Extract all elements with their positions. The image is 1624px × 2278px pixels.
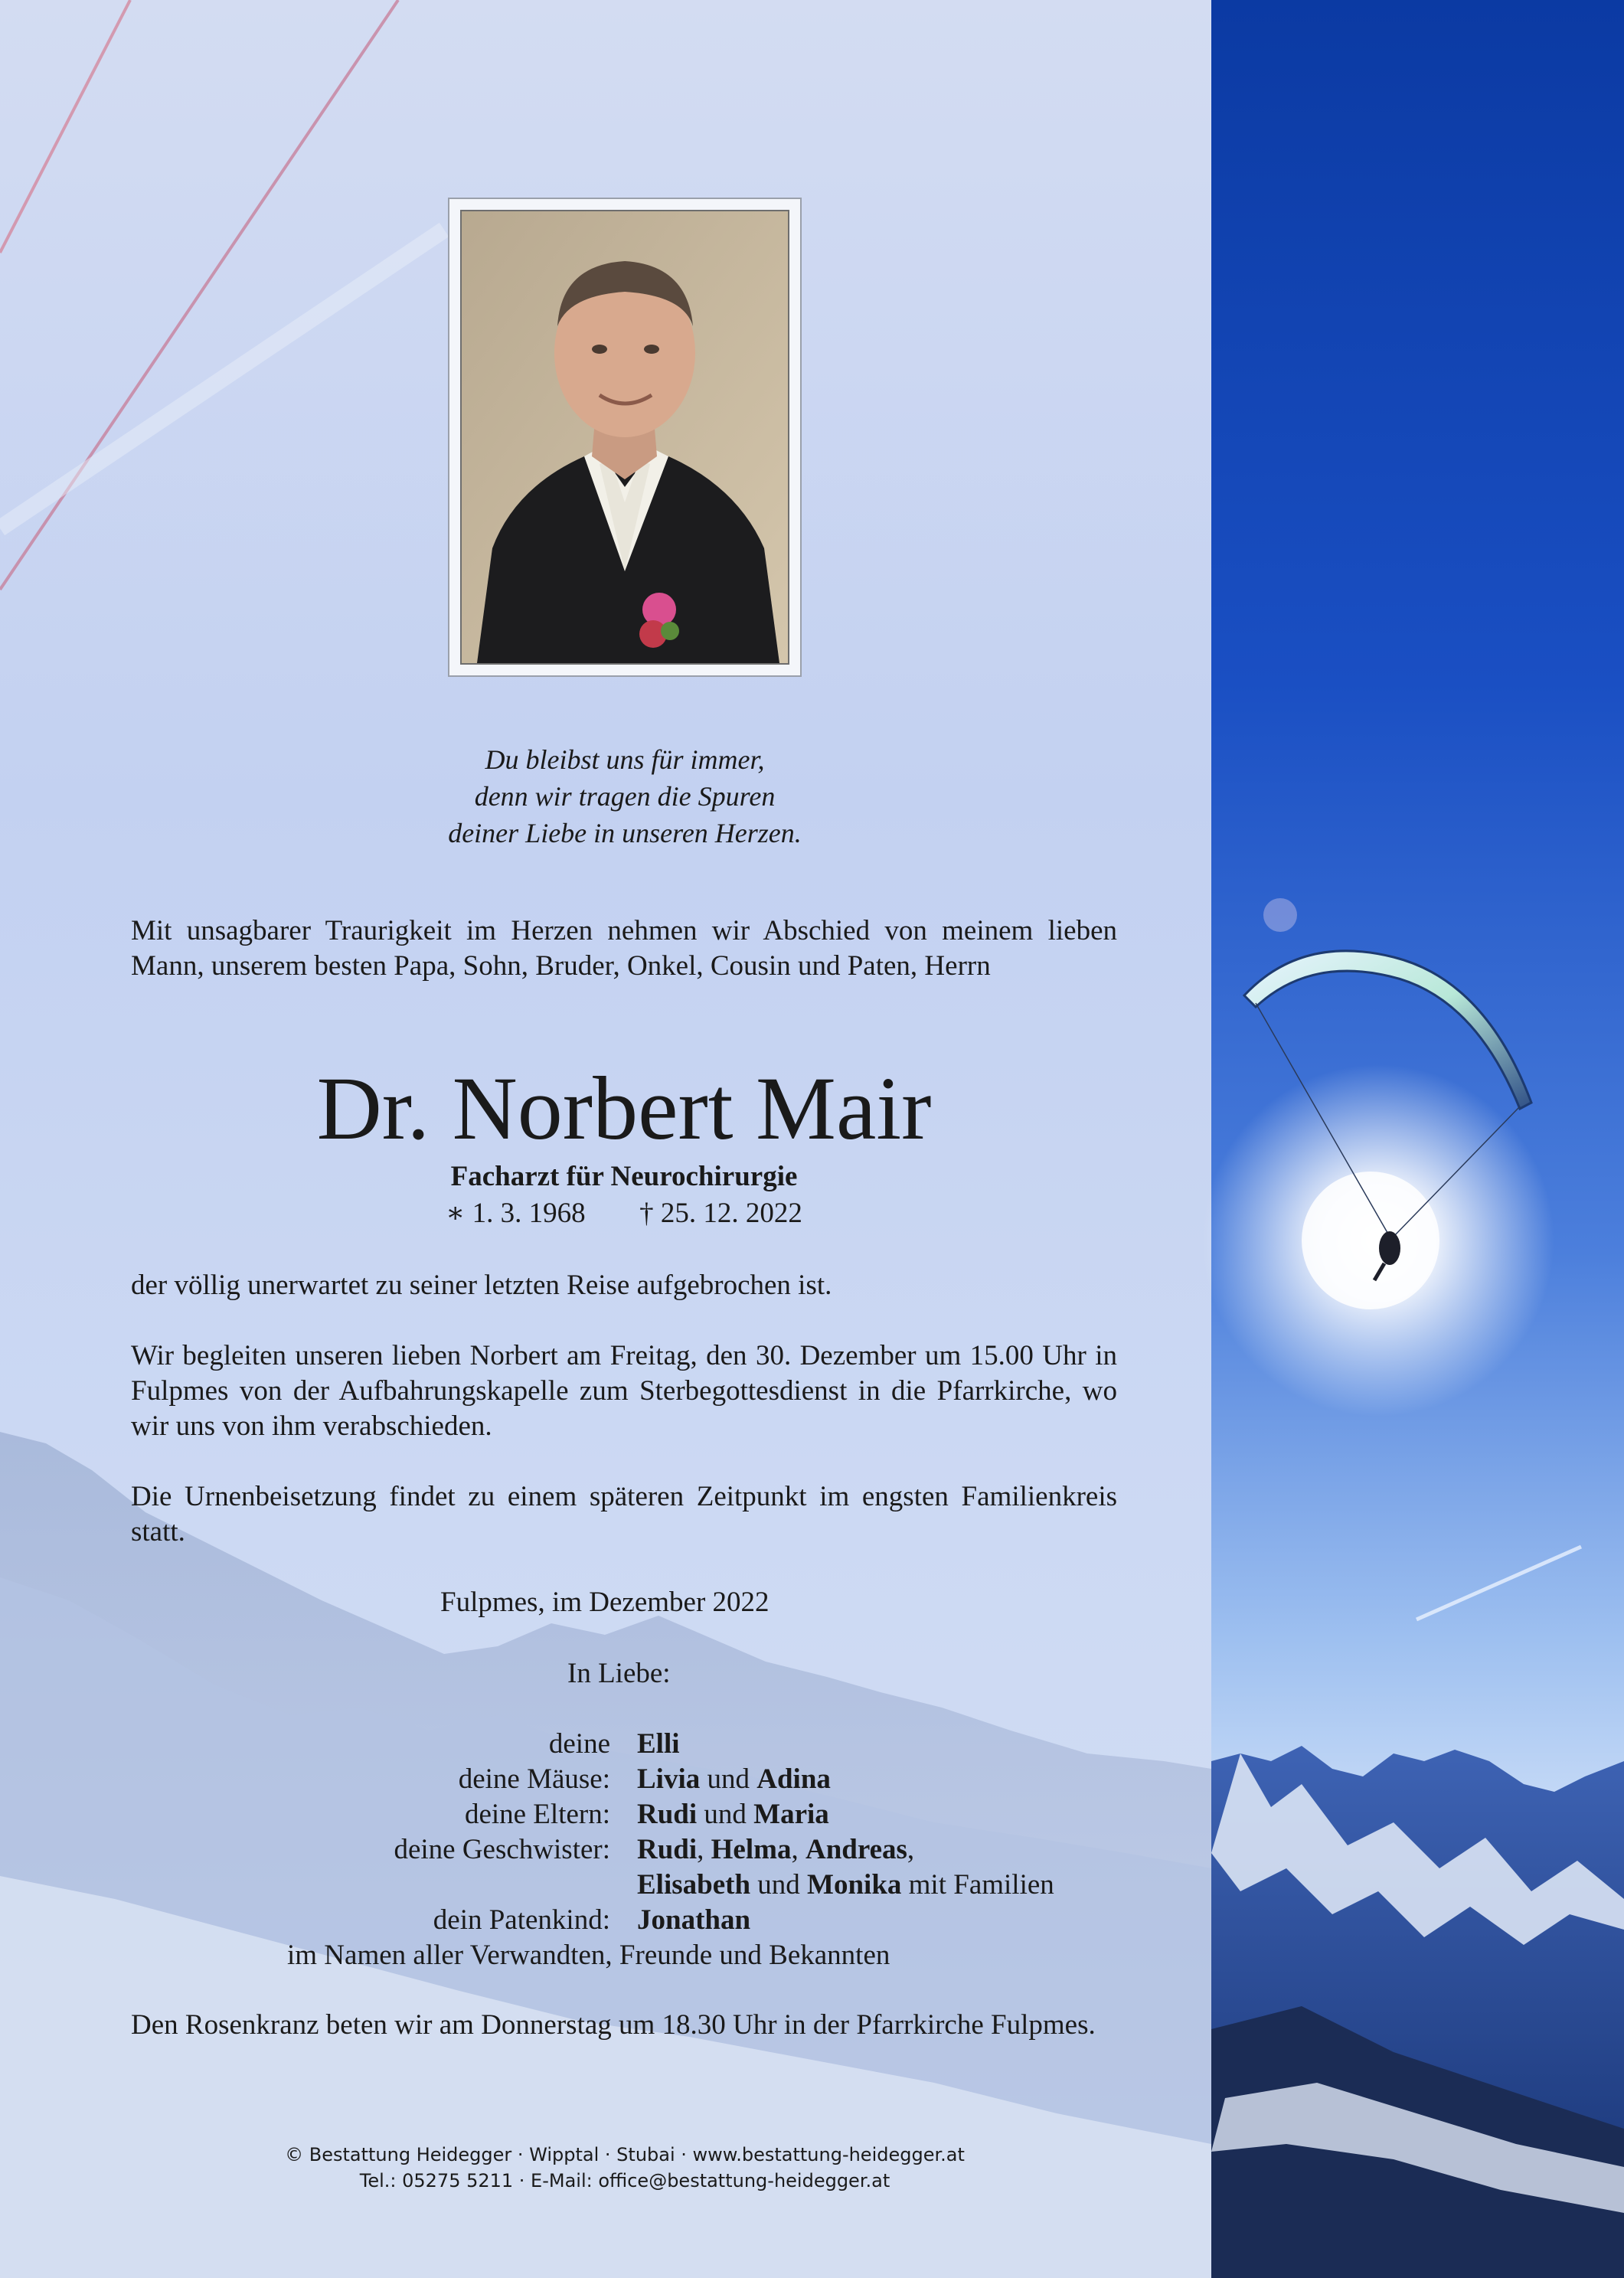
birth-star-icon: ∗ [446, 1198, 466, 1229]
family-label: dein Patenkind: [433, 1904, 610, 1936]
family-label: deine Eltern: [464, 1799, 610, 1830]
birth-date: 1. 3. 1968 [472, 1198, 586, 1229]
family-label: deine [548, 1728, 610, 1760]
family-others: im Namen aller Verwandten, Freunde und Bekannten [287, 1940, 890, 1971]
funeral-paragraph: Wir begleiten unseren lieben Norbert am Freitag, den 30. Dezember um 15.00 Uhr in Fulpmes von der Aufbahrungskapelle zum Sterbegottesdienst in die Pfarrkirche, wo wir uns von ihm verabschieden. [131, 1340, 1117, 1442]
family-row-children [0, 1762, 1211, 1797]
family-label: deine Geschwister: [394, 1834, 610, 1865]
quote-line: Du bleibst uns für immer, [485, 744, 765, 775]
family-names: Elisabeth und Monika mit Familien [637, 1869, 1054, 1901]
portrait-photo [460, 210, 789, 665]
memorial-quote [242, 741, 1008, 851]
urn-paragraph: Die Urnenbeisetzung findet zu einem späteren Zeitpunkt im engsten Familienkreis statt. [131, 1481, 1117, 1548]
family-label: deine Mäuse: [458, 1763, 610, 1795]
deceased-name: Dr. Norbert Mair [316, 1058, 932, 1159]
intro-paragraph: Mit unsagbarer Traurigkeit im Herzen nehmen wir Abschied von meinem lieben Mann, unserem besten Papa, Sohn, Bruder, Onkel, Cousin und Paten, Herrn [131, 915, 1117, 982]
after-name-text: der völlig unerwartet zu seiner letzten Reise aufgebrochen ist. [131, 1270, 832, 1301]
rosary-paragraph: Den Rosenkranz beten wir am Donnerstag um 18.30 Uhr in der Pfarrkirche Fulpmes. [131, 2009, 1096, 2041]
death-date: 25. 12. 2022 [660, 1198, 802, 1229]
profession: Facharzt für Neurochirurgie [450, 1161, 798, 1192]
family-names: Elli [637, 1728, 680, 1760]
quote-line: denn wir tragen die Spuren [474, 781, 776, 812]
life-dates [131, 1196, 1117, 1231]
family-row-siblings [0, 1832, 1211, 1868]
family-names: Livia und Adina [637, 1763, 831, 1795]
quote-line: deiner Liebe in unseren Herzen. [448, 818, 802, 848]
family-row-godchild [0, 1903, 1211, 1938]
in-love-heading: In Liebe: [567, 1658, 671, 1689]
footer-line-1: © Bestattung Heidegger · Wipptal · Stubai · www.bestattung-heidegger.at [285, 2144, 965, 2165]
family-row-siblings-cont [0, 1868, 1211, 1903]
family-names: Rudi, Helma, Andreas, [637, 1834, 915, 1865]
footer-line-2: Tel.: 05275 5211 · E-Mail: office@bestattung-heidegger.at [359, 2170, 890, 2191]
family-names: Rudi und Maria [637, 1799, 829, 1830]
family-names: Jonathan [637, 1904, 751, 1936]
portrait-icon [462, 211, 788, 663]
family-row-wife [0, 1727, 1211, 1762]
place-date: Fulpmes, im Dezember 2022 [440, 1587, 770, 1618]
death-cross-icon: † [639, 1198, 654, 1229]
family-row-parents [0, 1797, 1211, 1832]
portrait-frame [448, 198, 802, 677]
